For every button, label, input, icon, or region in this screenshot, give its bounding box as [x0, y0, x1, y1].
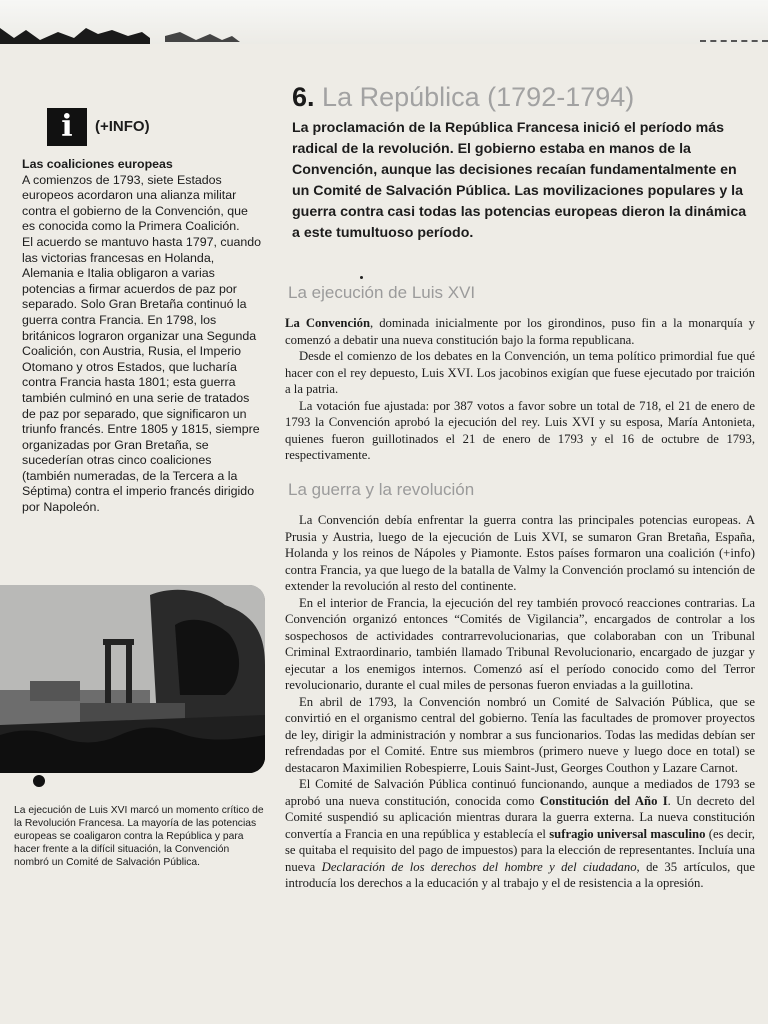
- section-war-body: [285, 512, 755, 892]
- torn-edge-decoration: [0, 24, 260, 46]
- caption-pin-icon: [31, 773, 47, 789]
- sidebar-heading: Las coaliciones europeas: [22, 157, 173, 171]
- key-term: sufragio universal masculino: [549, 826, 706, 841]
- body-paragraph: La Convención debía enfrentar la guerra contra las principales potencias europeas. A Prusia y Austria, luego de la ejecución de Luis XVI, se sumaron Gran Bretaña, España, Holanda y los reinos de Nápoles y Piamonte. Estos países formaron una coalición (+info) contra Francia, ya que luego de la batalla de Valmy la Convención proclamó su intención de extender la revolución al resto del continente.: [285, 513, 755, 593]
- section-title-text: La República (1792-1794): [322, 82, 635, 112]
- dashed-rule: [700, 40, 768, 42]
- execution-photo: [0, 585, 265, 773]
- subheading-execution: La ejecución de Luis XVI: [288, 283, 476, 302]
- body-paragraph: La Convención, dominada inicialmente por los girondinos, puso fin a la monarquía y comenzó a debatir una nueva constitución bajo la forma republicana.: [285, 316, 755, 347]
- info-label: (+INFO): [95, 118, 150, 135]
- page-top-edge: [0, 0, 768, 44]
- body-paragraph: Desde el comienzo de los debates en la Convención, un tema político primordial fue qué hacer con el rey depuesto, Luis XVI. Los jacobinos exigían que fuese ejecutado por traición a la patria.: [285, 349, 755, 396]
- body-paragraph: El Comité de Salvación Pública continuó funcionando, aunque a mediados de 1793 se aprobó una nueva constitución, conocida como Constitución del Año I. Un decreto del Comité suspendió su aplicación mientras durara la guerra externa. La nueva constitución convertía a Francia en una república y establecía el sufragio universal masculino (es decir, se quitaba el requisito del pago de impuestos) para la elección de representantes. Incluía una nueva Declaración de los derechos del hombre y del ciudadano, de 35 artículos, que introducía los derechos a la educación y al trabajo y el de resistencia a la opresión.: [285, 777, 755, 890]
- section-execution-body: [285, 315, 755, 464]
- guillotine-scene-image: [0, 585, 265, 773]
- section-title: [292, 82, 634, 113]
- section-number: 6.: [292, 82, 315, 112]
- body-paragraph: En el interior de Francia, la ejecución del rey también provocó reacciones contrarias. La Convención organizó entonces “Comités de Vigilancia”, encargados de controlar a los sospechosos de actividades contrarrevolucionarias, que colaboraban con un Tribunal Criminal Extraordinario, también llamado Tribunal Revolucionario, encargado de juzgar y ejecutar a los enemigos internos. Comenzó así el período conocido como del Terror revolucionario, durante el cual miles de personas fueron enviadas a la guillotina.: [285, 595, 755, 692]
- intro-paragraph: La proclamación de la República Francesa inició el período más radical de la revolución. El gobierno estaba en manos de la Convención, aunque las decisiones recaían fundamentalmente en un Comité de Salvación Pública. Las movilizaciones populares y la guerra contra casi todas las potencias europeas dieron la dinámica a este tumultuoso período.: [292, 120, 747, 241]
- sidebar-paragraph: El acuerdo se mantuvo hasta 1797, cuando las victorias francesas en Holanda, Alemania e Italia obligaron a varias potencias a firmar acuerdos de paz por separado. Solo Gran Bretaña continuó la guerra contra Francia. En 1798, los británicos lograron organizar una Segunda Coalición, con Austria, Rusia, el Imperio Otomano y otros Estados, que lucharía contra Francia hasta 1801; esta guerra también culminó en una serie de tratados de paz por separado, que significaron un triunfo francés. Entre 1805 y 1815, siempre organizadas por Gran Bretaña, se sucederían otras cinco coaliciones (también numeradas, de la Tercera a la Séptima) contra el imperio francés dirigido por Napoleón.: [22, 234, 262, 515]
- sidebar-paragraph: A comienzos de 1793, siete Estados europeos acordaron una alianza militar contra el gobierno de la Convención, que es conocida como la Primera Coalición.: [22, 172, 248, 234]
- key-term: La Convención: [285, 316, 370, 330]
- info-sidebar: [22, 157, 262, 516]
- photo-caption: La ejecución de Luis XVI marcó un momento crítico de la Revolución Francesa. La mayoría de las potencias europeas se coaligaron contra la República y para hacer frente a la difícil situación, la Convención nombró un Comité de Salvación Pública.: [14, 805, 264, 868]
- stray-dot: [360, 276, 363, 279]
- key-term: Declaración de los derechos del hombre y del ciudadano: [321, 859, 637, 874]
- body-paragraph: La votación fue ajustada: por 387 votos a favor sobre un total de 718, el 21 de enero de 1793 la Convención aprobó la ejecución del rey. Luis XVI y su esposa, María Antonieta, quienes fueron guillotinados el 21 de enero de 1793 y el 16 de octubre de 1793, respectivamente.: [285, 398, 755, 462]
- subheading-war: La guerra y la revolución: [288, 480, 475, 499]
- body-paragraph: En abril de 1793, la Convención nombró un Comité de Salvación Pública, que se convirtió en el organismo central del gobierno. Tenía las facultades de promover proyectos de ley, dirigir la administración y nombrar a sus funcionarios. Todas las medidas debían ser refrendadas por el Comité. Entre sus miembros (primero nueve y luego doce en total) se destacaron Maximilien Robespierre, Louis Saint-Just, Georges Couthon y Lazare Carnot.: [285, 694, 755, 775]
- key-term: Constitución del Año I: [539, 793, 668, 808]
- info-icon: i: [47, 108, 87, 146]
